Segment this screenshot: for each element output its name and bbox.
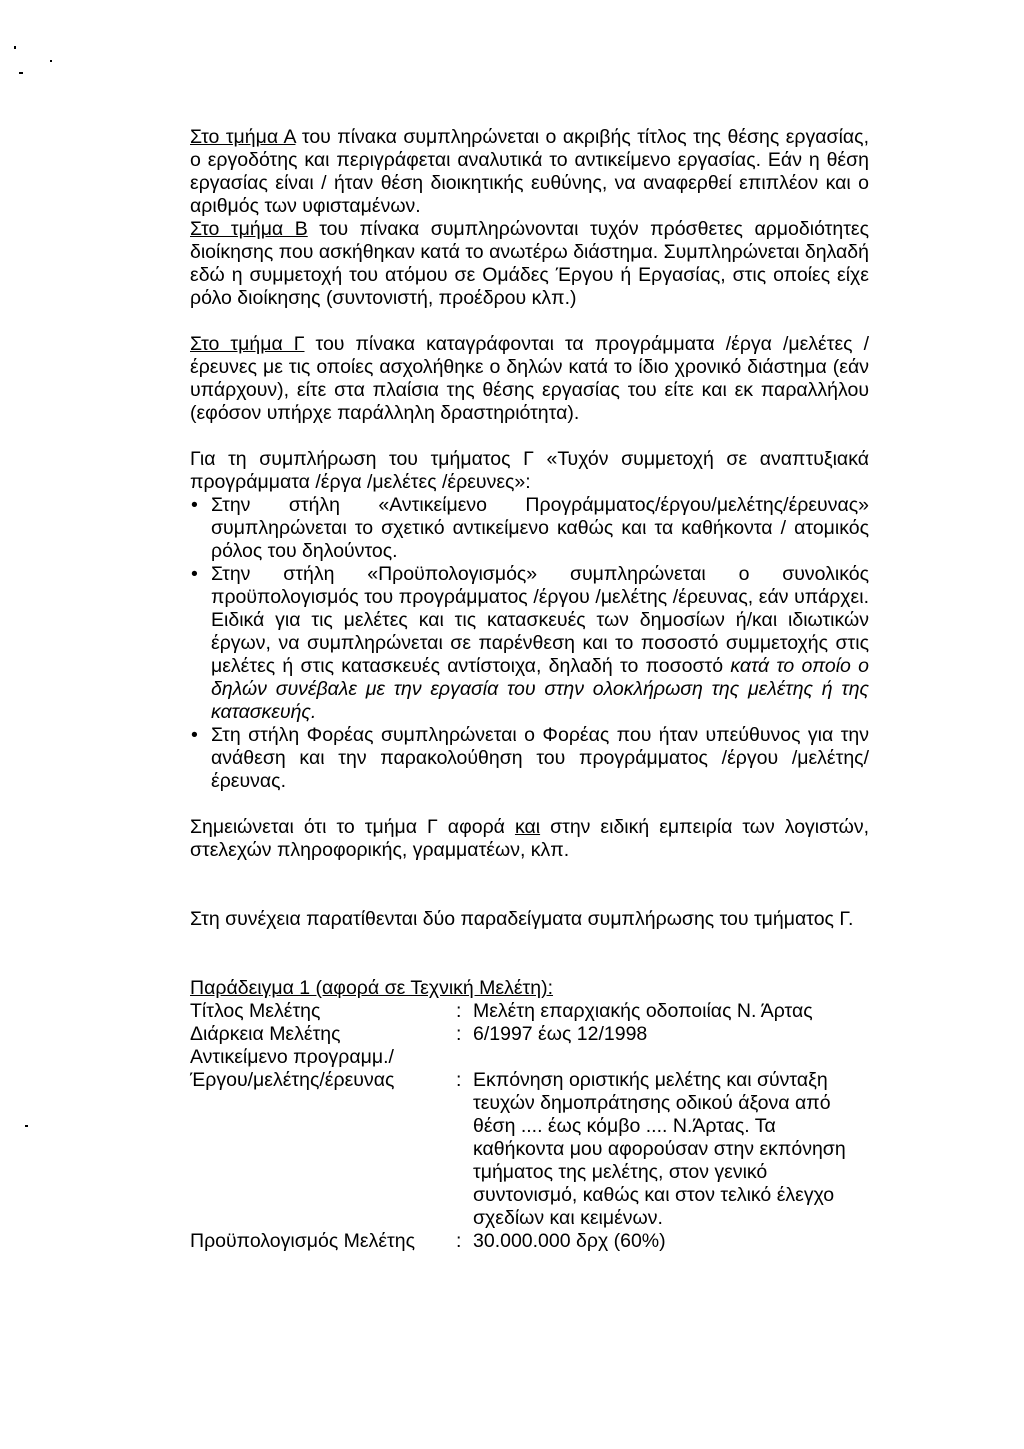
- example-row-value: Μελέτη επαρχιακής οδοποιίας Ν. Άρτας: [473, 1000, 813, 1022]
- section-b-ref: Στο τμήμα Β: [190, 218, 308, 240]
- example-row-colon: :: [456, 1230, 462, 1252]
- example-title: Παράδειγμα 1 (αφορά σε Τεχνική Μελέτη):: [190, 977, 554, 999]
- example-row: [190, 1023, 869, 1046]
- section-a-text: του πίνακα συμπληρώνεται ο ακριβής τίτλος της θέσης εργασίας, ο εργοδότης και περιγράφεται αναλυτικά το αντικείμενο εργασίας. Εάν η θέση εργασίας είναι / ήταν θέση διοικητικής ευθύνης, να αναφερθεί επιπλέον και ο αριθμός των υφισταμένων.: [190, 126, 869, 217]
- example-table: [190, 1000, 869, 1253]
- example-row-label: Προϋπολογισμός Μελέτης: [190, 1230, 415, 1252]
- bullet-agency-text: Στη στήλη Φορέας συμπληρώνεται ο Φορέας που ήταν υπεύθυνος για την ανάθεση και την παρακολούθηση του προγράμματος /έργου /μελέτης/έρευνας.: [211, 724, 869, 792]
- example-row-value: 30.000.000 δρχ (60%): [473, 1230, 666, 1252]
- example-row-value: 6/1997 έως 12/1998: [473, 1023, 648, 1045]
- example-row-colon: :: [456, 1069, 462, 1091]
- bullet-object-text: Στην στήλη «Αντικείμενο Προγράμματος/έργου/μελέτης/έρευνας» συμπληρώνεται το σχετικό αντικείμενο καθώς και τα καθήκοντα / ατομικός ρόλος του δηλούντος.: [211, 494, 869, 562]
- example-row-label: Έργου/μελέτης/έρευνας: [190, 1069, 395, 1091]
- example-row-colon: :: [456, 1023, 462, 1045]
- section-b-text: του πίνακα συμπληρώνονται τυχόν πρόσθετες αρμοδιότητες διοίκησης που ασκήθηκαν κατά το ανωτέρω διάστημα. Συμπληρώνεται δηλαδή εδώ η συμμετοχή του ατόμου σε Ομάδες Έργου ή Εργασίας, στις οποίες είχε ρόλο διοίκησης (συντονιστή, προέδρου κλπ.): [190, 218, 869, 309]
- list-item: [190, 494, 869, 563]
- underlined-kai: και: [514, 816, 541, 838]
- bullet-icon: •: [191, 563, 198, 585]
- paragraph-examples-intro: Στη συνέχεια παρατίθενται δύο παραδείγματα συμπλήρωσης του τμήματος Γ.: [190, 908, 854, 930]
- paragraph-section-b: [190, 218, 869, 310]
- example-row: [190, 1069, 869, 1230]
- list-item: [190, 563, 869, 724]
- example-row-colon: :: [456, 1000, 462, 1022]
- example-row: [190, 1230, 869, 1253]
- example-row-label: Τίτλος Μελέτης: [190, 1000, 321, 1022]
- section-c-ref: Στο τμήμα Γ: [190, 333, 305, 355]
- list-item: [190, 724, 869, 793]
- scan-mark: [25, 1125, 28, 1127]
- scan-mark: [50, 60, 52, 62]
- example-row-value: [473, 1046, 869, 1069]
- section-c-text: του πίνακα καταγράφονται τα προγράμματα /έργα /μελέτες /έρευνες με τις οποίες ασχολήθηκε ο δηλών κατά το ίδιο χρονικό διάστημα (εάν υπάρχουν), είτε στα πλαίσια της θέσης εργασίας του είτε και εκ παραλλήλου (εφόσον υπήρχε παράλληλη δραστηριότητα).: [190, 333, 869, 424]
- bullet-icon: •: [191, 724, 198, 746]
- scan-mark: [19, 72, 23, 74]
- bullet-budget-text: Στην στήλη «Προϋπολογισμός» συμπληρώνεται ο συνολικός προϋπολογισμός του προγράμματος /έργου /μελέτης /έρευνας, εάν υπάρχει. Ειδικά για τις μελέτες και τις κατασκευές των δημοσίων ή/και ιδιωτικών έργων, να συμπληρώνεται σε παρένθεση και το ποσοστό συμμετοχής στις μελέτες ή στις κατασκευές αντίστοιχα, δηλαδή το ποσοστό: [211, 563, 869, 677]
- example-row-label: Διάρκεια Μελέτης: [190, 1023, 341, 1045]
- bullet-budget-italic: κατά το οποίο ο δηλών συνέβαλε με την εργασία του στην ολοκλήρωση της μελέτης ή της κατασκευής.: [211, 655, 869, 723]
- paragraph-section-c-intro: Για τη συμπλήρωση του τμήματος Γ «Τυχόν συμμετοχή σε αναπτυξιακά προγράμματα /έργα /μελέτες /έρευνες»:: [190, 448, 869, 493]
- paragraph-section-a: [190, 126, 869, 218]
- bullet-icon: •: [191, 494, 198, 516]
- example-1: [190, 977, 869, 1253]
- example-row: [190, 1000, 869, 1023]
- example-row-value: Εκπόνηση οριστικής μελέτης και σύνταξη τευχών δημοπράτησης οδικού άξονα από θέση .... έως κόμβο .... Ν.Άρτας. Τα καθήκοντα μου αφορούσαν στην εκπόνηση τμήματος της μελέτης, στον γενικό συντονισμό, καθώς και στον τελικό έλεγχο σχεδίων και κειμένων.: [473, 1069, 846, 1229]
- example-row-label: Αντικείμενο προγραμμ./: [190, 1046, 394, 1068]
- example-row-colon: [456, 1046, 473, 1069]
- paragraph-special-experience: Σημειώνεται ότι το τμήμα Γ αφορά και στην ειδική εμπειρία των λογιστών, στελεχών πληροφορικής, γραμματέων, κλπ.: [190, 816, 869, 861]
- scan-mark: [14, 46, 16, 49]
- section-a-ref: Στο τμήμα Α: [190, 126, 296, 148]
- paragraph-section-c: [190, 333, 869, 425]
- instructions-list: [190, 494, 869, 793]
- example-row: [190, 1046, 869, 1069]
- document-body: [190, 126, 869, 1253]
